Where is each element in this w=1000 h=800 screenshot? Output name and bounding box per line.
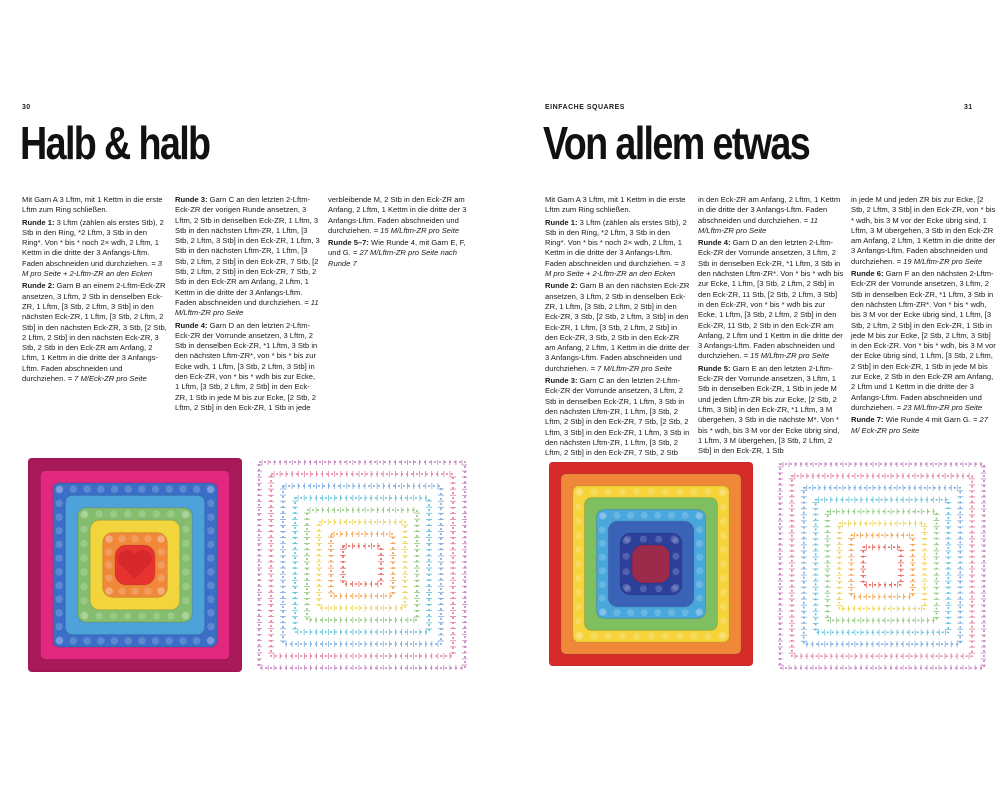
- stitch-round: [816, 500, 949, 633]
- crochet-chart-right: [778, 462, 986, 670]
- round-3: Runde 3: Garn C an den letzten 2-Lftm-Eck-ZR der Vorrunde ansetzen, 3 Lftm, 2 Stb in denselben Eck-ZR, 1 Lftm, 3 Stb in den nächsten Lftm-ZR, 1 Lftm, [3 Stb, 2 Lftm, 2 Stb] in den Eck-ZR, 7 Stb, [2 Stb, 2 Lftm, 3 Stb] in den Eck-ZR, 1 Lftm, 3 Stb in den nächsten Lftm-ZR, 1 Lftm, [3 Stb, 2 Lftm, 2 Stb] in den Eck-ZR, 7 Stb, 2 Stb: [545, 376, 690, 458]
- round-1: Runde 1: 3 Lftm (zählen als erstes Stb), 2 Stb in den Ring, *2 Lftm, 3 Stb in den Ring*. Von * bis * noch 2× wdh, 2 Lftm, 1 Kettm in die dritte der 3 Anfangs-Lftm. Faden abschneiden und durchziehen. = 3 M pro Seite + 2-Lftm-ZR an den Ecken: [22, 217, 164, 279]
- round-4: Runde 4: Garn D an den letzten 2-Lftm-Eck-ZR der Vorrunde ansetzen, 3 Lftm, 2 Stb in denselben Eck-ZR, *1 Lftm, 3 Stb in den nächsten Lftm-ZR*, von * bis * bis zur Ecke wdh, 1 Lftm, [3 Stb, 2 Lftm, 3 Stb] in den Eck-ZR, von * bis * wdh bis zur Ecke, 1 Lftm, [3 Stb, 2 Lftm, 2 Stb] in den Eck-ZR, 1 Stb in jede M bis zur Ecke, [2 Stb, 2 Lftm, 2 Stb] in den Eck-ZR, 1 Stb in jede: [175, 320, 318, 412]
- instructions-col-2-right: [698, 195, 844, 458]
- page-title-left: Halb & halb: [20, 117, 210, 169]
- stitch-round: [828, 512, 937, 621]
- stitch-round: [271, 474, 453, 656]
- stitch-round: [863, 547, 901, 585]
- center-motif: [640, 553, 661, 574]
- intro-text: Mit Garn A 3 Lftm, mit 1 Kettm in die erste Lftm zum Ring schließen.: [545, 195, 686, 215]
- round-3: Runde 3: Garn C an den letzten 2-Lftm-Eck-ZR der vorigen Runde ansetzen, 3 Lftm, 2 Stb in denselben Eck-ZR, 1 Lftm, 3 Stb in den nächsten Lftm-ZR, 1 Lftm, [3 Stb, 2 Lftm, 3 Stb] in den Eck-ZR, 1 Lftm, 3 Stb in den nächsten Lftm-ZR, 1 Lftm, [3 Stb, 2 Lftm, 2 Stb] in den Eck-ZR, 7 Stb, [2 Stb, 2 Lftm, 2 Stb] in den Eck-ZR, 7 Stb, 2 Stb in den Eck-ZR am Anfang, 2 Lftm, 1 Kettm in die dritte der 3 Anfangs-Lftm. Faden abschneiden und durchziehen. = 11 M/Lftm-ZR pro Seite: [175, 195, 320, 318]
- stitch-round: [331, 534, 393, 596]
- round-5: Runde 5: Garn E an den letzten 2-Lftm-Eck-ZR der Vorrunde ansetzen, 3 Lftm, 1 Stb in denselben Eck-ZR, 1 Stb in jede M und jeden Lftm-ZR bis zur Ecke, [2 Stb, 2 Lftm, 3 Stb] in den Eck-ZR, *1 Lftm, 3 M übergehen, 3 Stb in die nächste M*. Von * bis * wdh, bis 3 M vor der Ecke übrig sind, 1 Lftm, 3 M übergehen, [3 Stb, 2 Lftm, 2 Stb] in den Eck-ZR, 1 Stb: [698, 363, 840, 456]
- page-title-right: Von allem etwas: [543, 117, 810, 169]
- round-1: Runde 1: 3 Lftm (zählen als erstes Stb), 2 Stb in den Ring, *2 Lftm, 3 Stb in den Ring*. Von * bis * noch 2× wdh, 2 Lftm, 1 Kettm in die dritte der 3 Anfangs-Lftm. Faden abschneiden und durchziehen. = 3 M pro Seite + 2-Lftm-ZR an den Ecken: [545, 217, 687, 279]
- instructions-col-1-left: [22, 195, 168, 386]
- crochet-chart-left: [257, 460, 467, 670]
- stitch-round: [839, 523, 924, 608]
- stitch-round: [259, 462, 465, 668]
- stitch-round: [780, 464, 984, 668]
- page-number-right: 31: [964, 104, 973, 111]
- round-5-cont: in jede M und jeden ZR bis zur Ecke, [2 Stb, 2 Lftm, 3 Stb] in den Eck-ZR, von * bis * wdh, bis 3 M vor der Ecke übrig sind, 1 Lftm, 3 M übergehen, 3 Stb in den Eck-ZR am Anfang, 2 Lftm, 1 Kettm in die dritte der 3 Anfangs-Lftm. Faden abschneiden und durchziehen. = 19 M/Lftm-ZR pro Seite: [851, 195, 996, 266]
- stitch-round: [319, 522, 405, 608]
- stitch-round: [343, 546, 381, 584]
- round-4-cont: verbleibende M, 2 Stb in den Eck-ZR am Anfang, 2 Lftm, 1 Kettm in die dritte der 3 Anfangs-Lftm. Faden abschneiden und durchziehen. = 15 M/Lftm-ZR pro Seite: [328, 195, 467, 235]
- instructions-col-3-left: [328, 195, 474, 271]
- round-3-cont: in den Eck-ZR am Anfang, 2 Lftm, 1 Kettm in die dritte der 3 Anfangs-Lftm. Faden abschneiden und durchziehen. = 11 M/Lftm-ZR pro Seite: [698, 195, 841, 235]
- stitch-round: [295, 498, 429, 632]
- intro-text: Mit Garn A 3 Lftm, mit 1 Kettm in die erste Lftm zum Ring schließen.: [22, 195, 163, 215]
- instructions-col-1-right: [545, 195, 691, 460]
- round-5-7: Runde 5–7: Wie Runde 4, mit Garn E, F, und G. = 27 M/Lftm-ZR pro Seite nach Runde 7: [328, 238, 466, 268]
- instructions-col-2-left: [175, 195, 321, 415]
- crochet-square-photo-left: [28, 458, 242, 672]
- instructions-col-3-right: [851, 195, 997, 438]
- round-4: Runde 4: Garn D an den letzten 2-Lftm-Eck-ZR der Vorrunde ansetzen, 3 Lftm, 2 Stb in denselben Eck-ZR, *1 Lftm, 3 Stb in den nächsten Lftm-ZR*. Von * bis * wdh bis zur Ecke, 1 Lftm, [3 Stb, 2 Lftm, 2 Stb] in den Eck-ZR, 11 Stb, [2 Stb, 2 Lftm, 3 Stb] in den Eck-ZR, von * bis * wdh bis zur Ecke, 1 Lftm, [3 Stb, 2 Lftm, 2 Stb] in den Eck-ZR, 11 Stb, 2 Stb in den Eck-ZR am Anfang, 2 Lftm und 1 Kettm in die dritte der 3 Anfangs-Lftm. Faden abschneiden und durchziehen. = 15 M/Lftm-ZR pro Seite: [698, 238, 844, 361]
- stitch-round: [851, 535, 912, 596]
- page-number-left: 30: [22, 104, 31, 111]
- header-label-right: EINFACHE SQUARES: [545, 104, 625, 111]
- stitch-round: [307, 510, 417, 620]
- round-7: Runde 7: Wie Runde 4 mit Garn G. = 27 M/ Eck-ZR pro Seite: [851, 415, 988, 435]
- stitch-round: [792, 476, 972, 656]
- round-2: Runde 2: Garn B an einem 2-Lftm-Eck-ZR ansetzen, 3 Lftm, 2 Stb in denselben Eck-ZR, 1 Lftm, [3 Stb, 2 Lftm, 3 Stb] in den nächsten Eck-ZR, 1 Lftm, [3 Stb, 2 Lftm, 2 Stb] in den nächsten Eck-ZR, 3 Stb, [2 Stb, 2 Lftm, 2 Stb] in den nächsten Eck-ZR, 3 Stb, 2 Stb in den Eck-ZR am Anfang, 2 Lftm, 1 Kettm in die dritte der 3 Anfangs-Lftm. Faden abschneiden und durchziehen. = 7 M/Eck-ZR pro Seite: [22, 281, 167, 384]
- round-2: Runde 2: Garn B an den nächsten Eck-ZR ansetzen, 3 Lftm, 2 Stb in denselben Eck-ZR, 1 Lftm, [3 Stb, 2 Lftm, 2 Stb] in den Eck-ZR, 3 Stb, [2 Stb, 2 Lftm, 3 Stb] in den Eck-ZR, 1 Lftm, [3 Stb, 2 Lftm, 2 Stb] in den Eck-ZR, 3 Stb, 2 Stb in den Eck-ZR am Anfang, 2 Lftm, 1 Kettm in die dritte der 3 Anfangs-Lftm. Faden abschneiden und durchziehen. = 7 M/Lftm-ZR pro Seite: [545, 281, 690, 373]
- round-6: Runde 6: Garn F an den nächsten 2-Lftm-Eck-ZR der Vorrunde ansetzen, 3 Lftm, 2 Stb in denselben Eck-ZR, *1 Lftm, 3 Stb in den nächsten Lftm-ZR*. Von * bis * wdh, bis 3 M vor der Ecke übrig sind, 1 Lftm, [3 Stb, 2 Lftm, 2 Stb] in den Eck-ZR, 1 Stb in jede M bis zur Ecke, [2 Stb, 2 Lftm, 3 Stb] in den Eck-ZR. Von * bis * wdh, bis 3 M vor der Ecke übrig sind, 1 Lftm, [3 Stb, 2 Lftm, 2 Stb] in den Eck-ZR, 1 Stb in jede M bis zur Ecke, 2 Stb in den Eck-ZR am Anfang, 2 Lftm und 1 Kettm in die dritte der 3 Anfangs-Lftm. Faden abschneiden und durchziehen. = 23 M/Lftm-ZR pro Seite: [851, 269, 996, 412]
- crochet-square-photo-right: [549, 462, 753, 666]
